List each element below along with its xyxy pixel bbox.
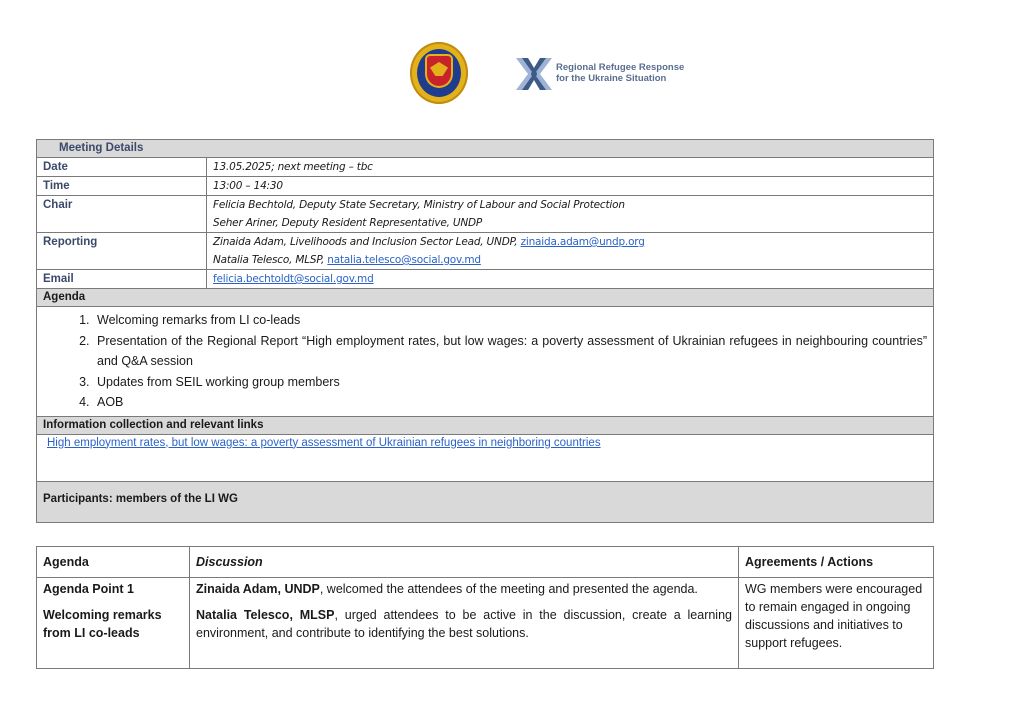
row-date — [37, 158, 934, 177]
reporting-line — [213, 233, 927, 251]
reporting-line — [213, 251, 927, 269]
agenda-item: 2. Presentation of the Regional Report “High employment rates, but low wages: a poverty assessment of Ukrainian refugees in neighbouring countries” and Q&A session — [93, 331, 927, 372]
regional-refugee-response-logo-icon — [514, 54, 554, 94]
col-header-actions: Agreements / Actions — [739, 547, 934, 578]
agenda-item: 3. Updates from SEIL working group members — [93, 372, 927, 393]
email-link[interactable]: natalia.telesco@social.gov.md — [327, 254, 481, 266]
report-link[interactable]: High employment rates, but low wages: a poverty assessment of Ukrainian refugees in neighboring countries — [47, 436, 601, 449]
minutes-row — [37, 578, 934, 669]
rrr-logo-line2: for the Ukraine Situation — [556, 73, 667, 84]
reporting-value — [207, 233, 934, 270]
meeting-details-heading: Meeting Details — [37, 140, 934, 158]
minutes-table — [36, 546, 934, 669]
email-label: Email — [37, 270, 207, 289]
row-chair — [37, 196, 934, 233]
discussion-entry — [196, 580, 732, 598]
chair-line: Seher Ariner, Deputy Resident Representative, UNDP — [213, 217, 483, 229]
agenda-heading: Agenda — [37, 289, 934, 307]
agenda-point-number: Agenda Point 1 — [43, 582, 134, 596]
moldova-seal-logo — [410, 42, 468, 104]
reporting-person: Zinaida Adam, Livelihoods and Inclusion Sector Lead, UNDP, — [213, 236, 521, 248]
email-link[interactable]: zinaida.adam@undp.org — [520, 236, 645, 248]
discussion-entry — [196, 606, 732, 642]
speaker: Zinaida Adam, UNDP — [196, 582, 320, 596]
actions-cell: WG members were encouraged to remain engaged in ongoing discussions and initiatives to support refugees. — [739, 578, 934, 669]
row-reporting — [37, 233, 934, 270]
agenda-list — [43, 307, 927, 416]
chair-label: Chair — [37, 196, 207, 233]
chair-line: Felicia Bechtold, Deputy State Secretary, Ministry of Labour and Social Protection — [213, 199, 625, 211]
agenda-item: 1. Welcoming remarks from LI co-leads — [93, 310, 927, 331]
reporting-label: Reporting — [37, 233, 207, 270]
statement: , welcomed the attendees of the meeting and presented the agenda. — [319, 582, 698, 596]
statement: , urged attendees to be active in the discussion, create a learning environment, and contribute to identifying the best solutions. — [196, 608, 732, 640]
header-logos — [0, 42, 1024, 108]
row-time — [37, 177, 934, 196]
col-header-discussion: Discussion — [190, 547, 739, 578]
rrr-logo-line1: Regional Refugee Response — [556, 62, 685, 73]
speaker: Natalia Telesco, MLSP — [196, 608, 335, 622]
time-value: 13:00 – 14:30 — [207, 177, 934, 196]
date-label: Date — [37, 158, 207, 177]
date-value: 13.05.2025; next meeting – tbc — [207, 158, 934, 177]
agenda-item: 4. AOB — [93, 392, 927, 413]
email-value — [207, 270, 934, 289]
agenda-point-cell — [37, 578, 190, 669]
row-email — [37, 270, 934, 289]
meeting-details-table — [36, 139, 934, 523]
agenda-point-title: Welcoming remarks from LI co-leads — [43, 608, 162, 640]
participants: Participants: members of the LI WG — [37, 481, 934, 522]
col-header-agenda: Agenda — [37, 547, 190, 578]
discussion-cell — [190, 578, 739, 669]
rrr-logo-text — [556, 62, 684, 84]
chair-value — [207, 196, 934, 233]
info-link-cell — [37, 434, 934, 481]
reporting-person: Natalia Telesco, MLSP, — [213, 254, 328, 266]
time-label: Time — [37, 177, 207, 196]
info-heading: Information collection and relevant links — [37, 416, 934, 434]
email-link[interactable]: felicia.bechtoldt@social.gov.md — [213, 273, 374, 285]
agenda-list-cell — [37, 307, 934, 417]
